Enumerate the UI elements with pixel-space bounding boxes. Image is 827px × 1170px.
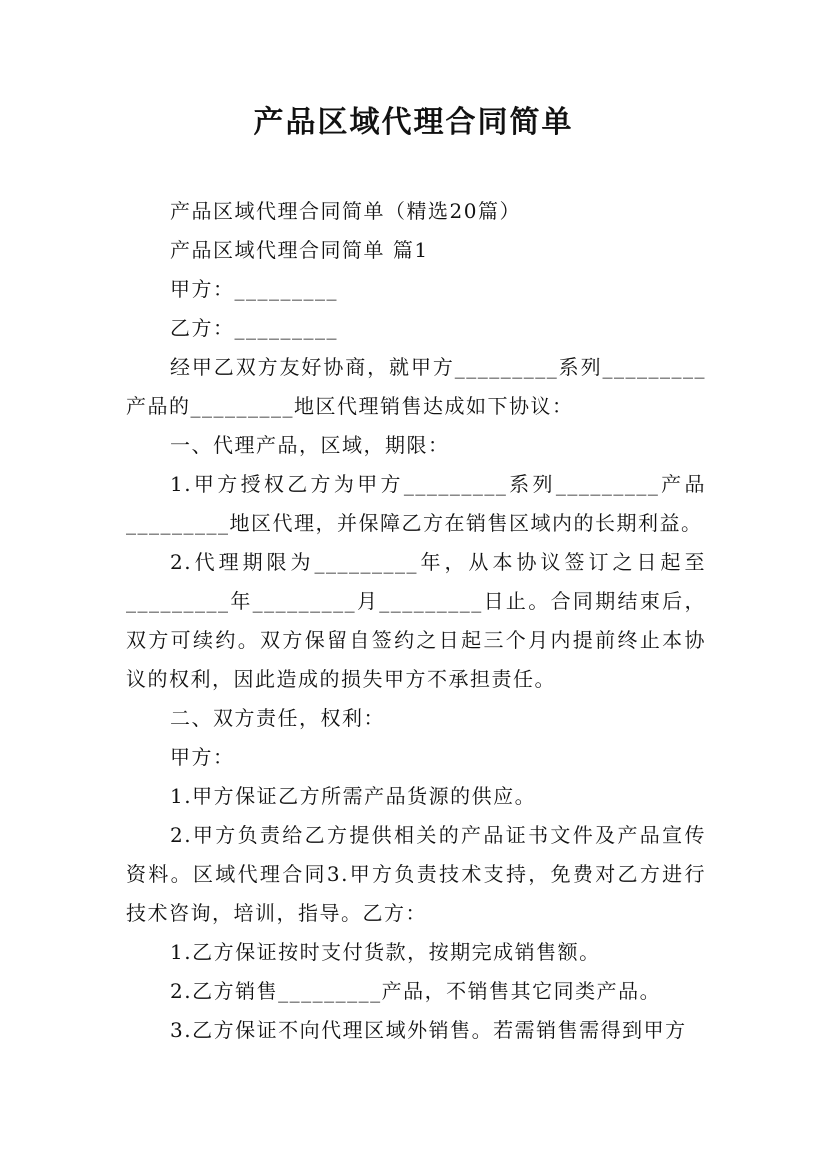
document-body bbox=[126, 192, 706, 1050]
paragraph-13: 1.乙方保证按时支付货款，按期完成销售额。 bbox=[170, 940, 601, 964]
paragraph-10: 甲方： bbox=[170, 745, 235, 769]
paragraph-15: 3.乙方保证不向代理区域外销售。若需销售需得到甲方 bbox=[170, 1018, 687, 1042]
paragraph-2: 产品区域代理合同简单 篇1 bbox=[170, 238, 429, 262]
paragraph-6: 一、代理产品，区域，期限： bbox=[170, 433, 450, 457]
paragraph-14: 2.乙方销售_________产品，不销售其它同类产品。 bbox=[170, 979, 662, 1003]
paragraph-9: 二、双方责任，权利： bbox=[170, 706, 385, 730]
paragraph-12: 2.甲方负责给乙方提供相关的产品证书文件及产品宣传资料。区域代理合同3.甲方负责技术支持，免费对乙方进行技术咨询，培训，指导。乙方： bbox=[126, 823, 706, 925]
paragraph-4: 乙方：_________ bbox=[170, 316, 338, 340]
paragraph-7: 1.甲方授权乙方为甲方_________系列_________产品_________地区代理，并保障乙方在销售区域内的长期利益。 bbox=[126, 472, 706, 535]
paragraph-3: 甲方：_________ bbox=[170, 277, 338, 301]
document-title: 产品区域代理合同简单 bbox=[253, 105, 574, 140]
paragraph-1: 产品区域代理合同简单（精选20篇） bbox=[170, 199, 521, 223]
paragraph-8: 2.代理期限为_________年，从本协议签订之日起至_________年_________月_________日止。合同期结束后，双方可续约。双方保留自签约之日起三个月内提前终止本协议的权利，因此造成的损失甲方不承担责任。 bbox=[126, 550, 706, 691]
paragraph-11: 1.甲方保证乙方所需产品货源的供应。 bbox=[170, 784, 537, 808]
paragraph-5: 经甲乙双方友好协商，就甲方_________系列_________产品的_________地区代理销售达成如下协议： bbox=[126, 355, 706, 418]
